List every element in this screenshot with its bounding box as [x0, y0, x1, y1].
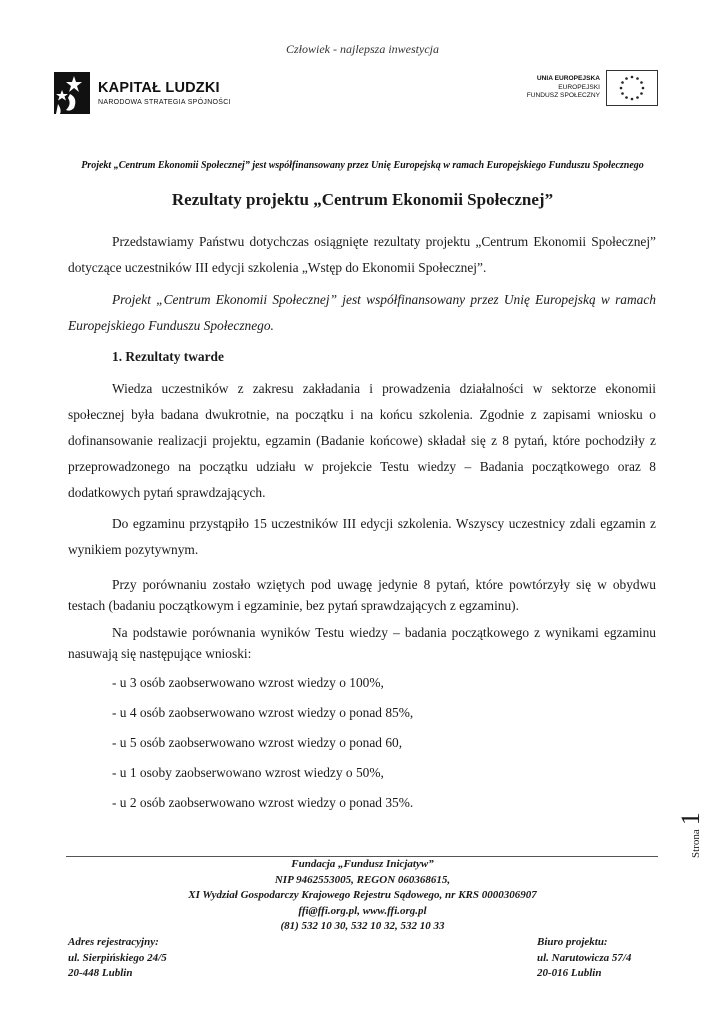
footer-line: Adres rejestracyjny:	[68, 936, 159, 948]
page-number-label: Strona	[690, 829, 702, 858]
footer-registered-address	[68, 935, 167, 982]
page-number	[676, 788, 710, 858]
cofinance-paragraph: Projekt „Centrum Ekonomii Społecznej” jest współfinansowany przez Unię Europejską w ramach Europejskiego Funduszu Społecznego.	[68, 292, 656, 333]
kapital-ludzki-title: KAPITAŁ LUDZKI	[98, 80, 220, 96]
footer-line: ul. Sierpińskiego 24/5	[68, 951, 167, 964]
list-item: - u 2 osób zaobserwowano wzrost wiedzy o ponad 35%.	[112, 795, 414, 810]
footer-line: ffi@ffi.org.pl, www.ffi.org.pl	[298, 904, 427, 917]
list-item: - u 3 osób zaobserwowano wzrost wiedzy o 100%,	[112, 675, 384, 690]
footer-line: NIP 9462553005, REGON 060368615,	[274, 873, 451, 886]
header-tagline: Człowiek - najlepsza inwestycja	[286, 42, 439, 56]
page-number-value: 1	[676, 812, 705, 826]
footer-line: XI Wydział Gospodarczy Krajowego Rejestru Sądowego, nr KRS 0000306907	[188, 889, 537, 901]
footer-organization	[0, 857, 725, 935]
conclusions-paragraph: Na podstawie porównania wyników Testu wiedzy – badania początkowego z wynikami egzaminu nasuwają się następujące wnioski:	[68, 625, 656, 661]
eu-logo-text	[496, 75, 600, 101]
knowledge-paragraph: Wiedza uczestników z zakresu zakładania i prowadzenia działalności w sektorze ekonomii społecznej była badana dwukrotnie, na początku i na końcu szkolenia. Zgodnie z zapisami wniosku o dofinansowanie realizacji projektu, egzamin (Badanie końcowe) składał się z 8 pytań, które pochodziły z przeprowadzonego na początku udziału w projekcie Testu wiedzy – Badania początkowego oraz 8 dodatkowych pytań sprawdzających.	[68, 381, 656, 500]
kapital-ludzki-subtitle: NARODOWA STRATEGIA SPÓJNOŚCI	[98, 99, 231, 106]
footer-line: (81) 532 10 30, 532 10 32, 532 10 33	[280, 920, 445, 932]
project-cofinance-header: Projekt „Centrum Ekonomii Społecznej” jest współfinansowany przez Unię Europejską w ramach Europejskiego Funduszu Społecznego	[81, 160, 644, 171]
eu-line3: FUNDUSZ SPOŁECZNY	[526, 92, 600, 100]
intro-paragraph: Przedstawiamy Państwu dotychczas osiągnięte rezultaty projektu „Centrum Ekonomii Społecznej” dotyczące uczestników III edycji szkolenia „Wstęp do Ekonomii Społecznej”.	[68, 234, 656, 275]
eu-flag-icon	[606, 70, 658, 106]
page-title: Rezultaty projektu „Centrum Ekonomii Społecznej”	[171, 190, 554, 209]
comparison-paragraph: Przy porównaniu zostało wziętych pod uwagę jedynie 8 pytań, które powtórzyły się w obydwu testach (badaniu początkowym i egzaminie, bez pytań sprawdzających z egzaminu).	[68, 577, 656, 613]
list-item: - u 5 osób zaobserwowano wzrost wiedzy o ponad 60,	[112, 735, 403, 750]
eu-line2: EUROPEJSKI	[558, 83, 600, 91]
exam-paragraph: Do egzaminu przystąpiło 15 uczestników III edycji szkolenia. Wszyscy uczestnicy zdali egzamin z wynikiem pozytywnym.	[68, 516, 656, 557]
footer-line: 20-448 Lublin	[68, 967, 133, 979]
footer-line: Biuro projektu:	[537, 936, 608, 948]
list-item: - u 1 osoby zaobserwowano wzrost wiedzy o 50%,	[112, 765, 384, 780]
footer-line: 20-016 Lublin	[537, 967, 602, 979]
footer-line: ul. Narutowicza 57/4	[537, 951, 632, 964]
section-heading: 1. Rezultaty twarde	[112, 349, 224, 364]
list-item: - u 4 osób zaobserwowano wzrost wiedzy o ponad 85%,	[112, 705, 414, 720]
footer-project-office	[537, 935, 631, 982]
eu-line1: UNIA EUROPEJSKA	[536, 75, 600, 82]
footer-line: Fundacja „Fundusz Inicjatyw”	[291, 858, 434, 870]
